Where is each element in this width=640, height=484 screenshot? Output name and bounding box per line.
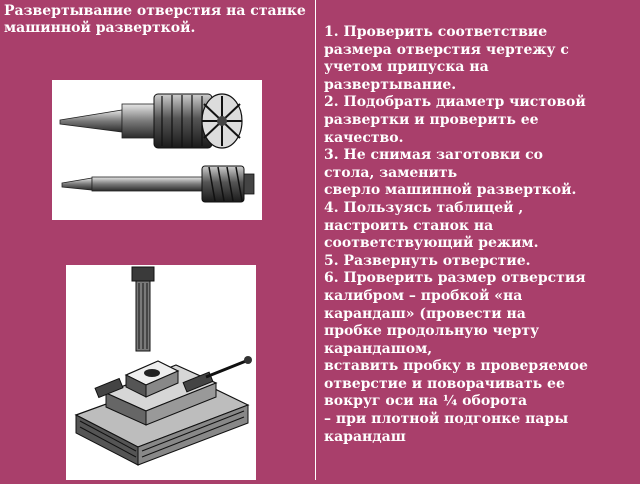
step-line: калибром – пробкой «на — [324, 287, 523, 304]
step-line: карандашом, — [324, 340, 433, 357]
step-line: соответствующий режим. — [324, 235, 539, 252]
column-divider — [315, 0, 316, 480]
operation-title — [4, 3, 309, 37]
step-line: учетом припуска на — [324, 59, 489, 76]
step-line: карандаш — [324, 428, 406, 445]
step-line: вставить пробку в проверяемое — [324, 358, 588, 375]
step-line: 1. Проверить соответствие — [324, 24, 548, 40]
procedure-steps — [324, 24, 636, 446]
step-line: размера отверстия чертежу с — [324, 41, 569, 58]
step-line: качество. — [324, 129, 404, 146]
reaming-setup-illustration — [66, 265, 256, 480]
step-line: отверстие и поворачивать ее — [324, 375, 565, 392]
machine-reamers-illustration — [52, 80, 262, 220]
step-line: пробке продольную черту — [324, 323, 540, 340]
step-line: стола, заменить — [324, 164, 458, 181]
step-line: – при плотной подгонке пары — [324, 411, 569, 428]
step-line: 5. Развернуть отверстие. — [324, 252, 531, 269]
step-line: вокруг оси на ¼ оборота — [324, 393, 528, 410]
step-line: развертывание. — [324, 76, 457, 93]
setup-drawing — [66, 265, 256, 480]
step-line: карандаш» (провести на — [324, 305, 526, 322]
operation-title-text: Развертывание отверстия на станке машинной разверткой. — [4, 3, 306, 36]
step-line: 3. Не снимая заготовки со — [324, 147, 543, 164]
step-line: настроить станок на — [324, 217, 494, 234]
step-line: 6. Проверить размер отверстия — [324, 270, 586, 287]
step-line: сверло машинной разверткой. — [324, 182, 577, 199]
step-line: 4. Пользуясь таблицей , — [324, 199, 524, 216]
reamers-drawing — [52, 80, 262, 220]
step-line: 2. Подобрать диаметр чистовой — [324, 94, 586, 111]
step-line: развертки и проверить ее — [324, 111, 539, 128]
